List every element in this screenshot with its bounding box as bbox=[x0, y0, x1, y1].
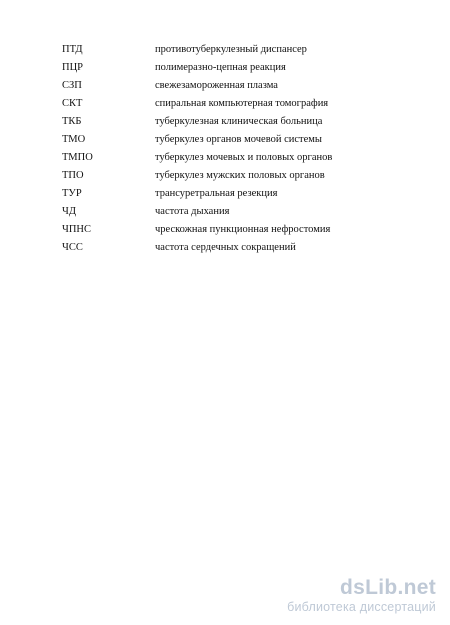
abbreviation-row bbox=[62, 149, 422, 167]
abbreviation-term: ПТД bbox=[62, 44, 83, 55]
abbreviation-term: ТПО bbox=[62, 170, 84, 181]
abbreviation-definition: туберкулез мочевых и половых органов bbox=[155, 152, 333, 163]
abbreviation-term: ЧПНС bbox=[62, 224, 91, 235]
abbreviation-definition: противотуберкулезный диспансер bbox=[155, 44, 307, 55]
abbreviation-definition: спиральная компьютерная томография bbox=[155, 98, 329, 109]
abbreviation-definition: туберкулезная клиническая больница bbox=[155, 116, 323, 127]
abbreviation-definition: туберкулез органов мочевой системы bbox=[155, 134, 322, 145]
abbreviation-row bbox=[62, 131, 422, 149]
watermark-tagline: библиотека диссертаций bbox=[287, 600, 436, 614]
abbreviation-row bbox=[62, 41, 422, 59]
site-watermark bbox=[287, 577, 436, 615]
abbreviation-definition: свежезамороженная плазма bbox=[155, 80, 278, 91]
abbreviation-row bbox=[62, 113, 422, 131]
abbreviation-definition: частота дыхания bbox=[155, 206, 230, 217]
abbreviation-definition: частота сердечных сокращений bbox=[155, 242, 296, 253]
abbreviation-row bbox=[62, 239, 422, 257]
abbreviation-row bbox=[62, 59, 422, 77]
abbreviation-list bbox=[62, 41, 422, 257]
abbreviation-row bbox=[62, 167, 422, 185]
watermark-logo: dsLib.net bbox=[339, 576, 436, 599]
abbreviation-row bbox=[62, 77, 422, 95]
abbreviation-row bbox=[62, 95, 422, 113]
abbreviation-term: ЧД bbox=[62, 206, 76, 217]
abbreviation-term: СКТ bbox=[62, 98, 83, 109]
abbreviation-definition: туберкулез мужских половых органов bbox=[155, 170, 325, 181]
abbreviation-term: СЗП bbox=[62, 80, 82, 91]
abbreviation-row bbox=[62, 185, 422, 203]
abbreviation-term: ТМПО bbox=[62, 152, 93, 163]
abbreviation-row bbox=[62, 221, 422, 239]
abbreviation-definition: полимеразно-цепная реакция bbox=[155, 62, 286, 73]
abbreviation-definition: трансуретральная резекция bbox=[155, 188, 278, 199]
abbreviation-term: ТМО bbox=[62, 134, 86, 145]
abbreviation-term: ТУР bbox=[62, 188, 82, 199]
abbreviation-definition: чрескожная пункционная нефростомия bbox=[155, 224, 331, 235]
abbreviation-term: ТКБ bbox=[62, 116, 82, 127]
abbreviation-term: ЧСС bbox=[62, 242, 83, 253]
abbreviation-term: ПЦР bbox=[62, 62, 84, 73]
abbreviation-row bbox=[62, 203, 422, 221]
